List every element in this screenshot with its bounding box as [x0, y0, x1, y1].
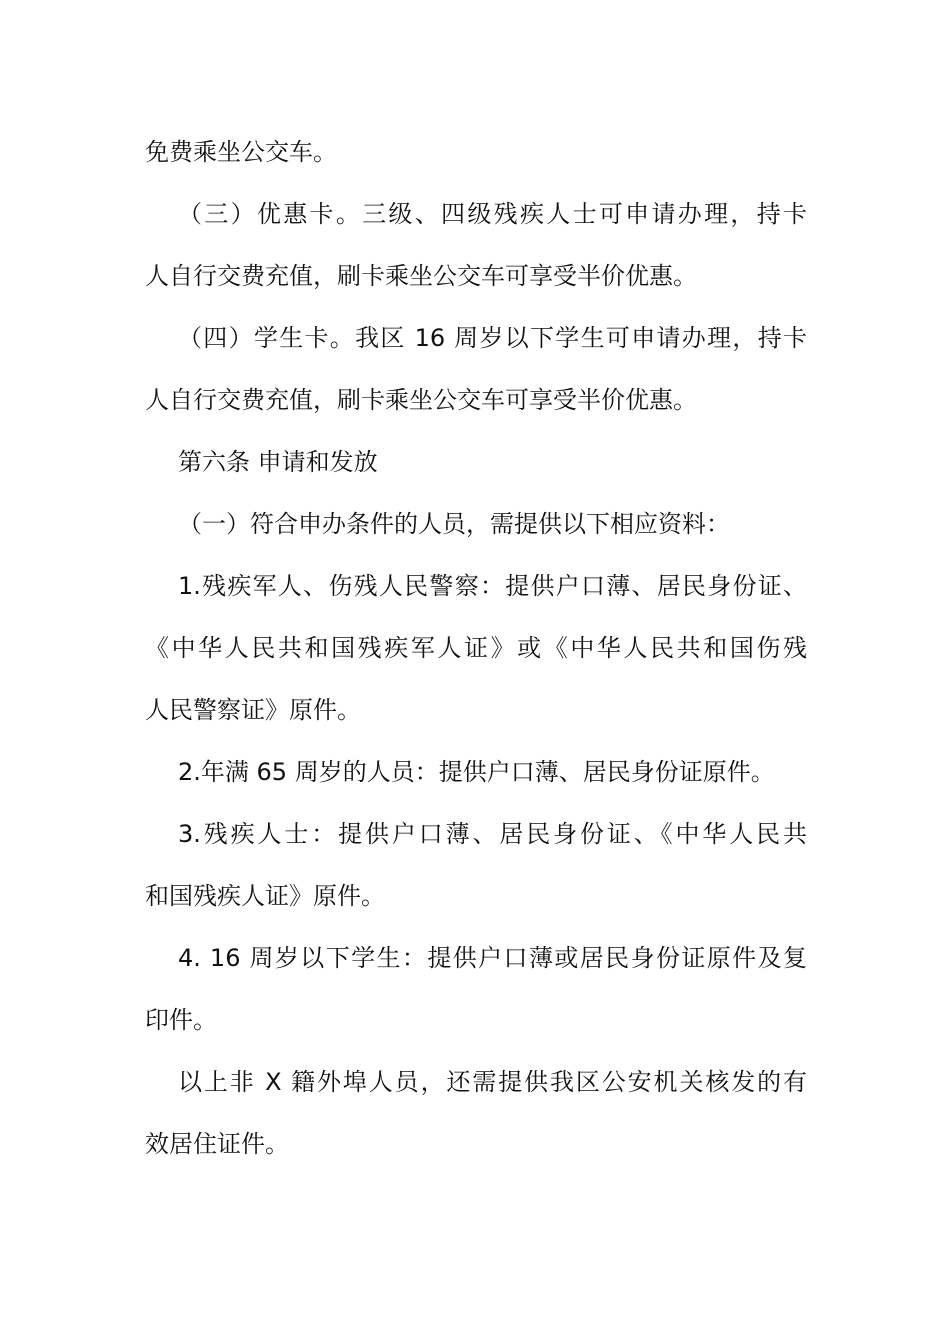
paragraph-line: 人自行交费充值，刷卡乘坐公交车可享受半价优惠。	[145, 386, 697, 414]
paragraph-required-materials	[145, 493, 807, 555]
paragraph-line: （一）符合申办条件的人员，需提供以下相应资料：	[178, 510, 730, 538]
paragraph-student-card	[145, 307, 807, 431]
paragraph-non-local-residents	[145, 1051, 807, 1175]
paragraph-line: 免费乘坐公交车。	[145, 138, 337, 166]
paragraph-line: 1.残疾军人、伤残人民警察：提供户口薄、居民身份证、	[178, 572, 807, 600]
paragraph-line: 2.年满 65 周岁的人员：提供户口薄、居民身份证原件。	[178, 758, 775, 786]
list-item-disabled-persons	[145, 803, 807, 927]
section-heading: 第六条 申请和发放	[178, 448, 378, 476]
paragraph-line: 人自行交费充值，刷卡乘坐公交车可享受半价优惠。	[145, 262, 697, 290]
paragraph-free-ride	[145, 121, 807, 183]
paragraph-line: 以上非 X 籍外埠人员，还需提供我区公安机关核发的有	[178, 1068, 807, 1096]
article-six-heading	[145, 431, 807, 493]
document-body	[145, 121, 807, 1175]
paragraph-line: 效居住证件。	[145, 1130, 289, 1158]
paragraph-line: 和国残疾人证》原件。	[145, 882, 385, 910]
paragraph-line: 3.残疾人士：提供户口薄、居民身份证、《中华人民共	[178, 820, 807, 848]
paragraph-line: （三）优惠卡。三级、四级残疾人士可申请办理，持卡	[178, 200, 807, 228]
paragraph-line: 4. 16 周岁以下学生：提供户口薄或居民身份证原件及复	[178, 944, 807, 972]
list-item-seniors	[145, 741, 807, 803]
paragraph-line: （四）学生卡。我区 16 周岁以下学生可申请办理，持卡	[178, 324, 807, 352]
paragraph-line: 人民警察证》原件。	[145, 696, 361, 724]
list-item-disabled-veterans	[145, 555, 807, 741]
list-item-students	[145, 927, 807, 1051]
paragraph-line: 印件。	[145, 1006, 217, 1034]
paragraph-discount-card	[145, 183, 807, 307]
paragraph-line: 《中华人民共和国残疾军人证》或《中华人民共和国伤残	[145, 634, 807, 662]
